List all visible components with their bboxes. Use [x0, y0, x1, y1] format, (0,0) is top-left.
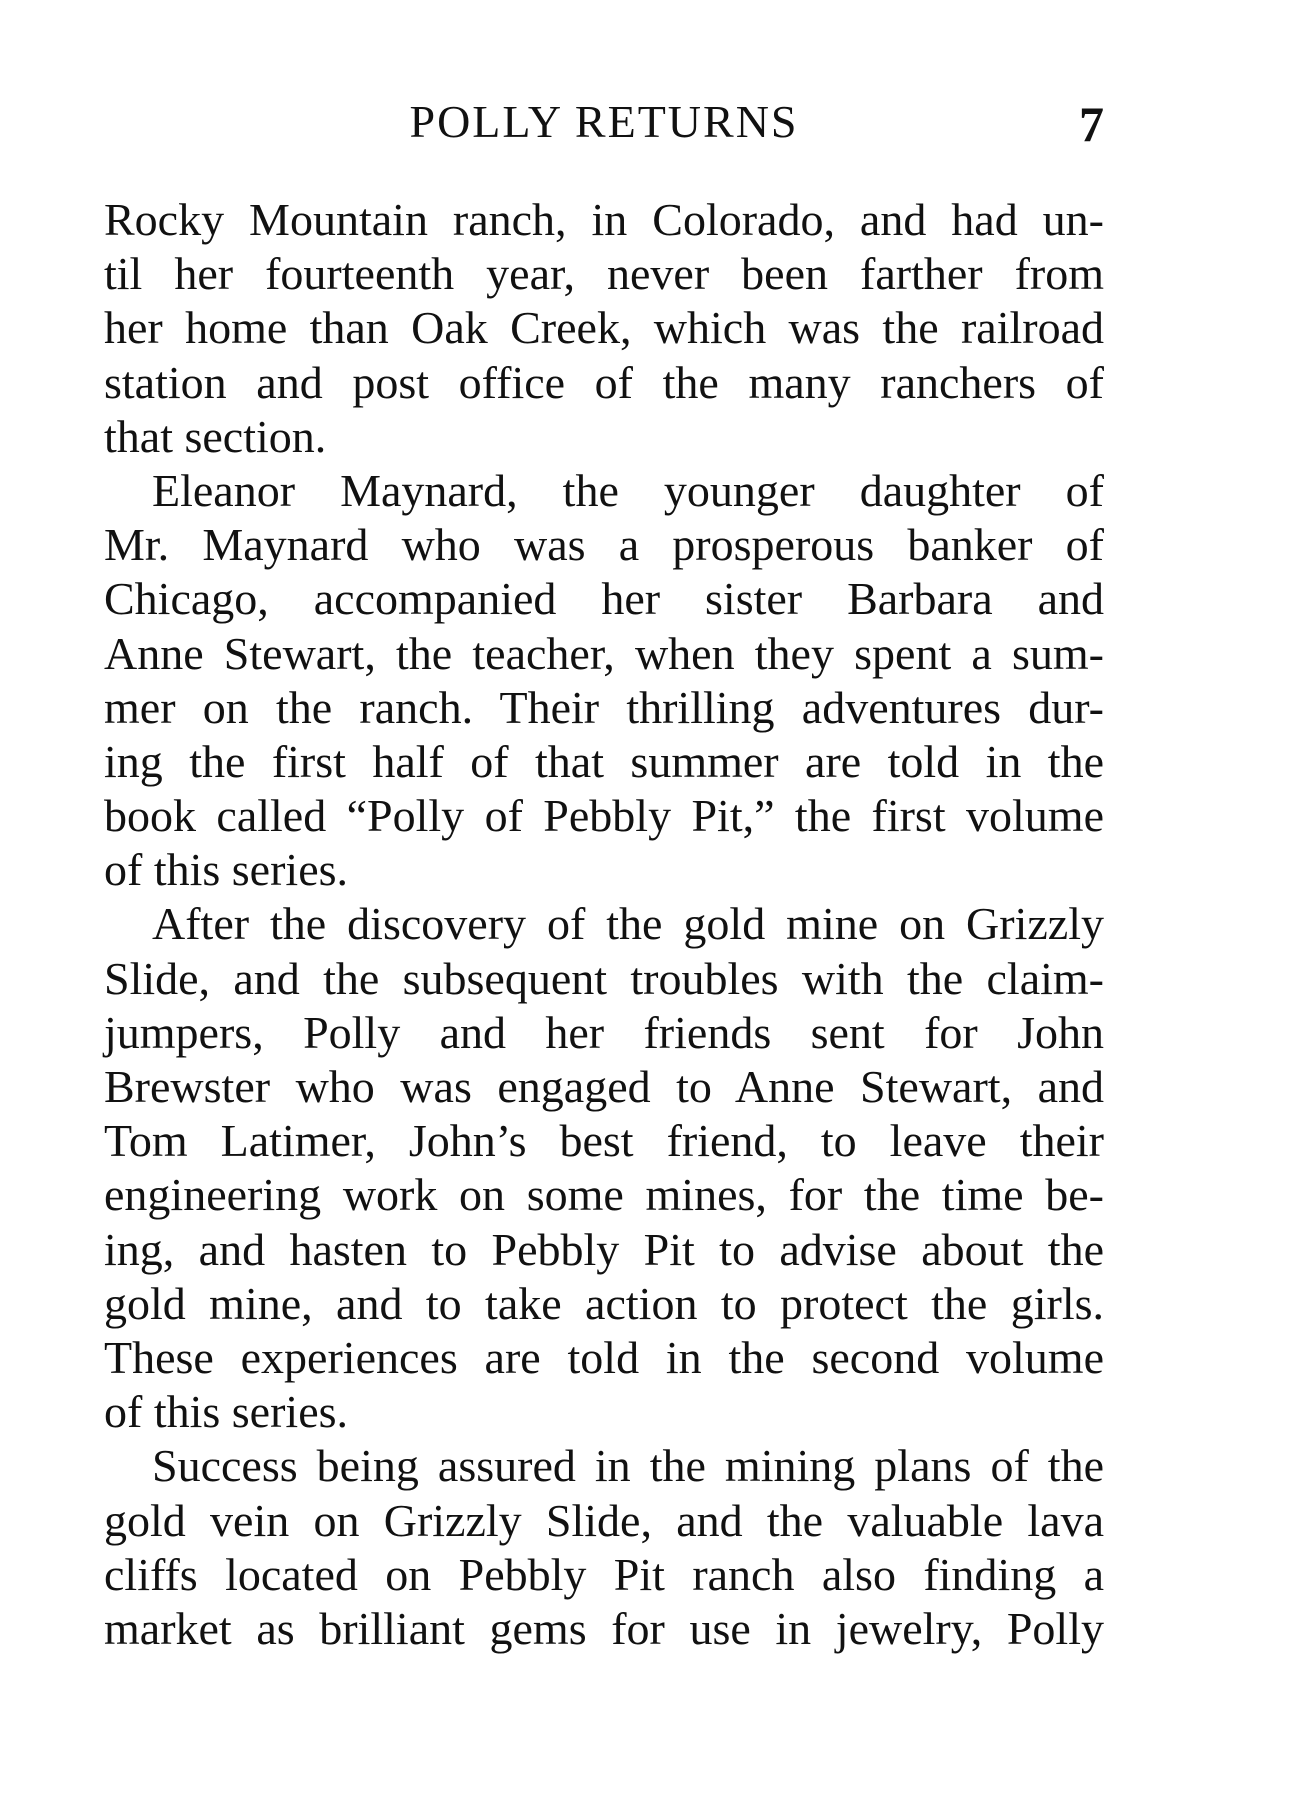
running-title: POLLY RETURNS [409, 96, 799, 147]
text-line: station and post office of the many ranchers of [104, 356, 1104, 408]
text-line: Slide, and the subsequent troubles with the claim- [104, 952, 1104, 1004]
text-line: of this series. [104, 844, 349, 896]
body-text [104, 193, 1104, 1656]
text-line: engineering work on some mines, for the time be- [104, 1169, 1104, 1221]
text-line: market as brilliant gems for use in jewelry, Polly [104, 1602, 1104, 1654]
text-line: her home than Oak Creek, which was the railroad [104, 302, 1104, 354]
text-line: Brewster who was engaged to Anne Stewart, and [104, 1061, 1104, 1112]
text-line: mer on the ranch. Their thrilling adventures dur- [104, 681, 1104, 733]
text-line: cliffs located on Pebbly Pit ranch also finding a [104, 1548, 1104, 1600]
text-line: Chicago, accompanied her sister Barbara and [104, 573, 1104, 625]
paragraph [104, 193, 1104, 464]
text-line: Success being assured in the mining plans of the [152, 1440, 1104, 1492]
text-line: gold vein on Grizzly Slide, and the valuable lava [104, 1494, 1104, 1546]
text-line: Rocky Mountain ranch, in Colorado, and had un- [104, 194, 1104, 245]
text-line: that section. [104, 410, 327, 462]
paragraph [104, 897, 1104, 1439]
paragraph [104, 1439, 1104, 1656]
running-head [104, 92, 1104, 152]
text-line: Tom Latimer, John’s best friend, to leave their [104, 1115, 1104, 1167]
page-number: 7 [1079, 96, 1104, 152]
text-line: of this series. [104, 1386, 349, 1438]
paragraph [104, 464, 1104, 898]
text-line: jumpers, Polly and her friends sent for John [104, 1006, 1104, 1058]
text-line: These experiences are told in the second volume [104, 1331, 1104, 1383]
text-line: After the discovery of the gold mine on Grizzly [152, 898, 1104, 950]
text-line: Eleanor Maynard, the younger daughter of [152, 464, 1104, 516]
text-line: Mr. Maynard who was a prosperous banker of [104, 519, 1104, 571]
text-line: ing, and hasten to Pebbly Pit to advise about the [104, 1223, 1104, 1275]
text-line: gold mine, and to take action to protect the girls. [104, 1277, 1104, 1329]
text-line: book called “Polly of Pebbly Pit,” the first volume [104, 790, 1104, 842]
text-line: ing the first half of that summer are told in the [104, 735, 1104, 787]
text-line: Anne Stewart, the teacher, when they spent a sum- [104, 627, 1104, 679]
text-line: til her fourteenth year, never been farther from [104, 248, 1104, 300]
